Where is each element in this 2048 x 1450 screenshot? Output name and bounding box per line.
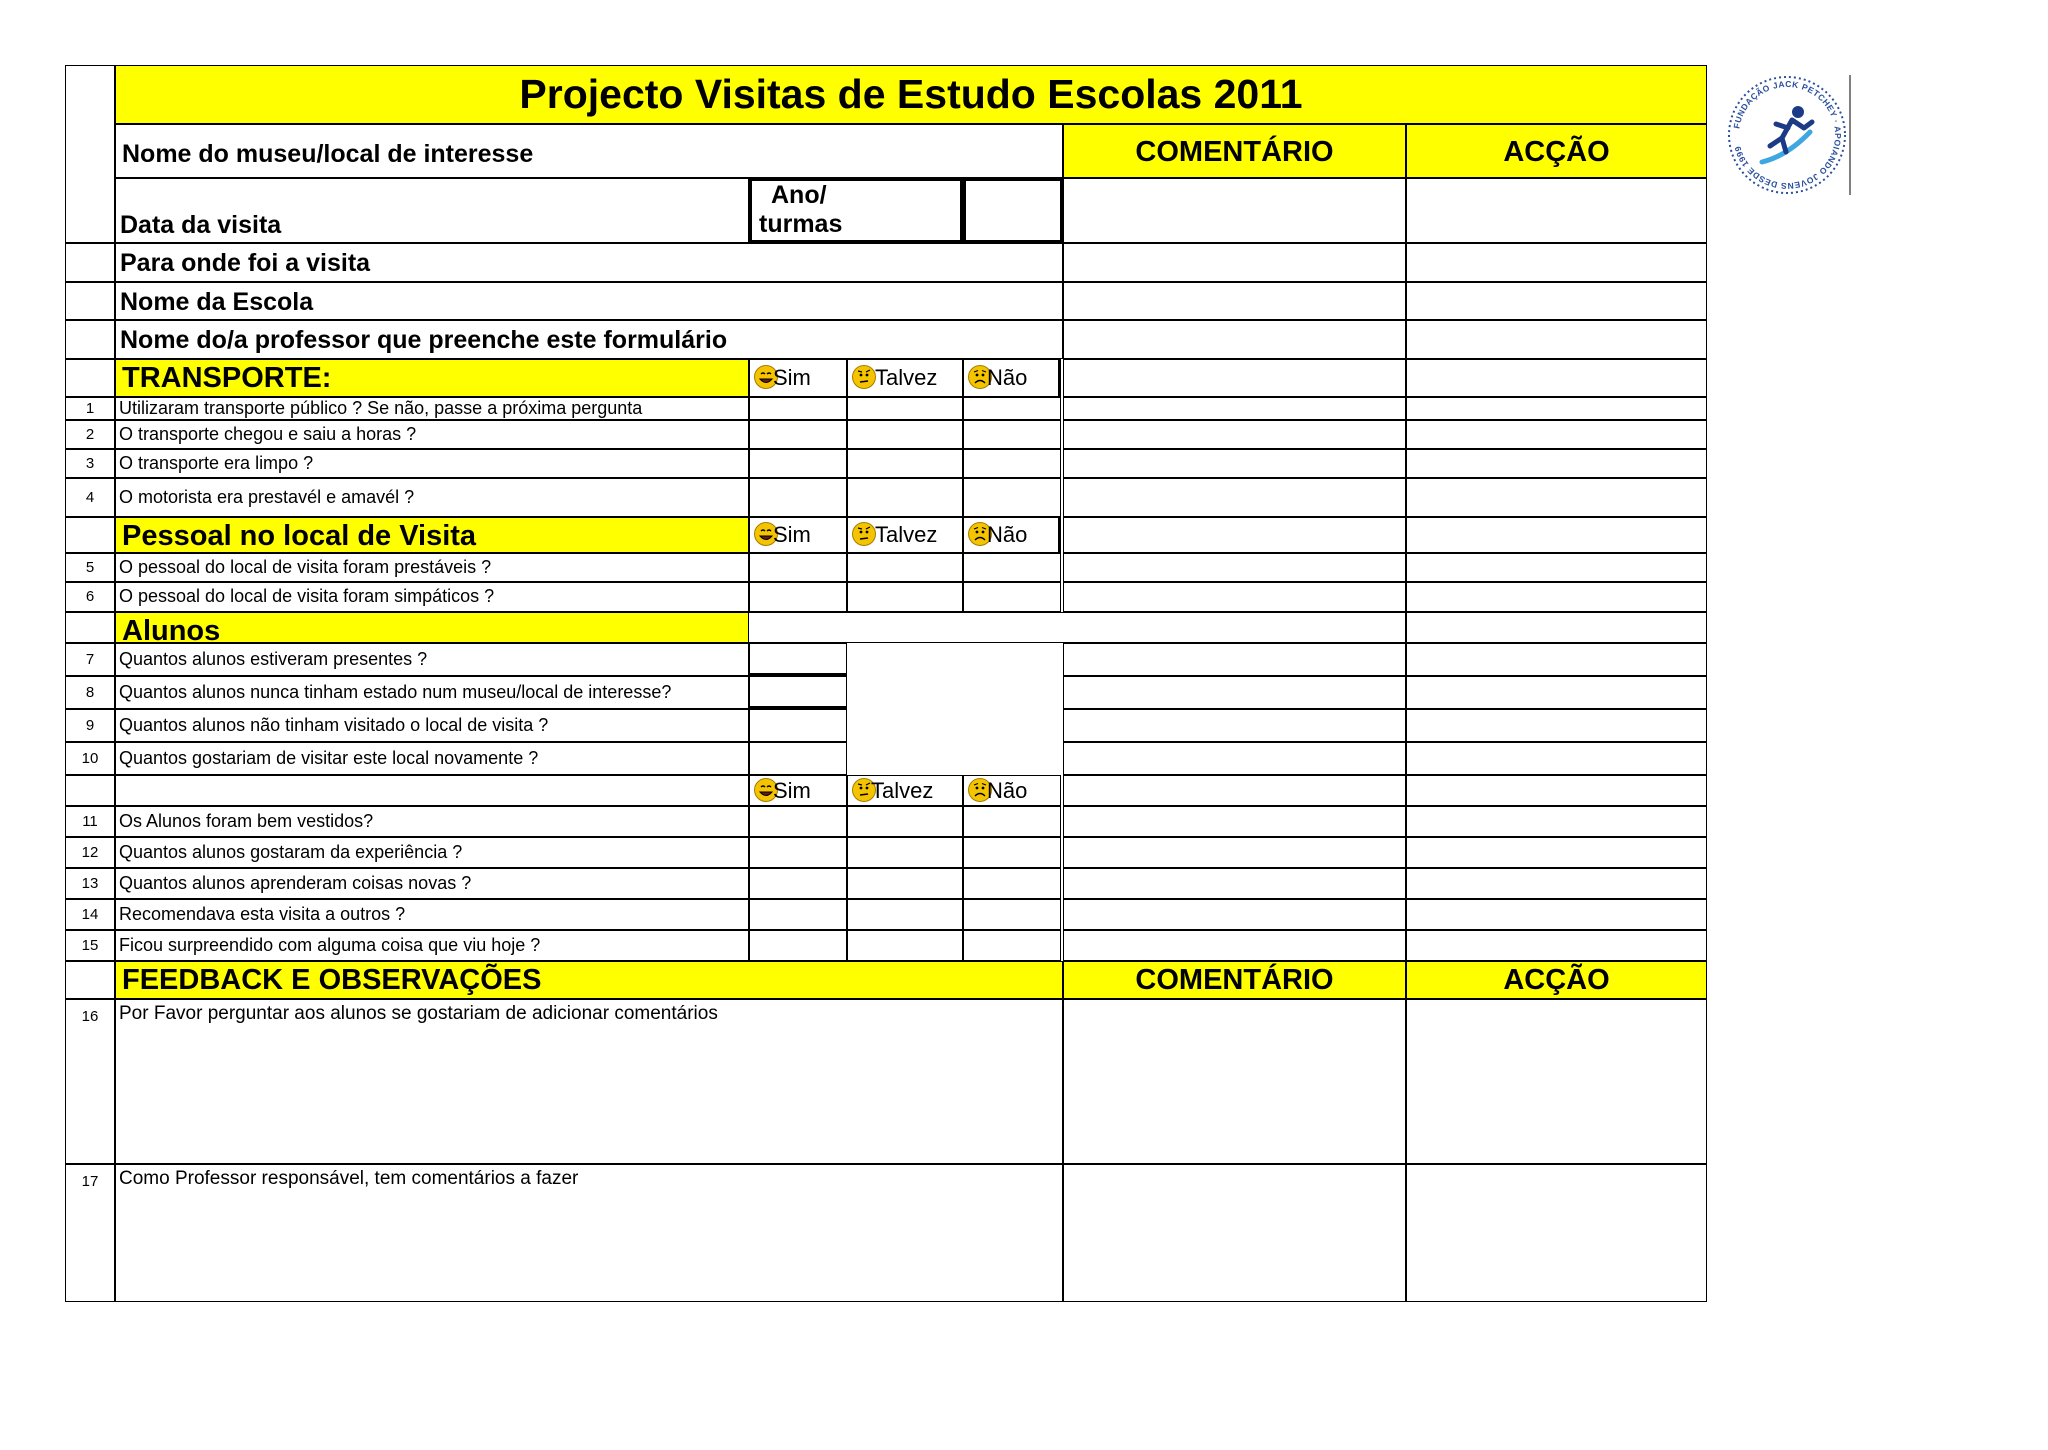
answer-maybe-cell[interactable] bbox=[847, 582, 963, 612]
comment-cell[interactable] bbox=[1063, 243, 1406, 282]
classes-label: turmas bbox=[759, 210, 843, 238]
question-text: O motorista era prestavél e amavél ? bbox=[119, 486, 415, 507]
answer-maybe-cell[interactable] bbox=[847, 837, 963, 868]
question-number: 6 bbox=[85, 588, 95, 605]
count-input[interactable] bbox=[749, 709, 847, 742]
action-cell[interactable] bbox=[1406, 899, 1707, 930]
question-number: 9 bbox=[85, 716, 95, 734]
smiley-thinking-icon bbox=[851, 364, 877, 390]
choice-yes-label: Sim bbox=[773, 522, 811, 547]
school-name-label: Nome da Escola bbox=[120, 288, 314, 316]
action-cell[interactable] bbox=[1406, 837, 1707, 868]
question-text: O transporte era limpo ? bbox=[119, 452, 314, 473]
comment-cell[interactable] bbox=[1063, 449, 1406, 478]
answer-yes-cell[interactable] bbox=[749, 449, 847, 478]
action-cell[interactable] bbox=[1406, 999, 1707, 1164]
comment-cell[interactable] bbox=[1063, 643, 1406, 676]
question-text: Quantos alunos nunca tinham estado num museu/local de interesse? bbox=[119, 681, 672, 702]
answer-yes-cell[interactable] bbox=[749, 837, 847, 868]
action-cell[interactable] bbox=[1406, 775, 1707, 806]
answer-maybe-cell[interactable] bbox=[847, 449, 963, 478]
section-title-staff: Pessoal no local de Visita bbox=[122, 520, 477, 552]
action-cell[interactable] bbox=[1406, 397, 1707, 420]
section-title-students: Alunos bbox=[122, 615, 221, 647]
question-number: 16 bbox=[81, 1008, 99, 1025]
choice-no-label: Não bbox=[987, 365, 1028, 390]
action-cell[interactable] bbox=[1406, 320, 1707, 359]
comment-cell[interactable] bbox=[1063, 899, 1406, 930]
feedback-prompt: Como Professor responsável, tem comentários a fazer bbox=[119, 1168, 579, 1189]
row-number-cell bbox=[65, 775, 115, 806]
comment-cell[interactable] bbox=[1063, 999, 1406, 1164]
row-number-cell bbox=[65, 65, 115, 243]
question-text: Quantos alunos aprenderam coisas novas ? bbox=[119, 872, 472, 893]
smiley-thinking-icon bbox=[851, 521, 877, 547]
choice-maybe-label: Talvez bbox=[875, 365, 938, 390]
question-text: O pessoal do local de visita foram simpáticos ? bbox=[119, 586, 495, 606]
comment-cell[interactable] bbox=[1063, 178, 1406, 243]
choice-maybe-label: Talvez bbox=[871, 777, 934, 803]
section-title-feedback: FEEDBACK E OBSERVAÇÕES bbox=[122, 964, 542, 996]
choice-yes-label: Sim bbox=[773, 365, 811, 390]
question-number: 5 bbox=[85, 558, 95, 576]
question-text: Quantos alunos não tinham visitado o local de visita ? bbox=[119, 714, 549, 735]
question-number: 8 bbox=[85, 683, 95, 701]
answer-maybe-cell[interactable] bbox=[847, 397, 963, 420]
jack-petchey-logo bbox=[1722, 70, 1852, 200]
students-header-blank bbox=[749, 612, 1406, 643]
answer-maybe-cell[interactable] bbox=[847, 899, 963, 930]
answer-no-cell[interactable] bbox=[963, 930, 1061, 961]
action-cell[interactable] bbox=[1406, 553, 1707, 582]
question-text: Quantos alunos estiveram presentes ? bbox=[119, 648, 428, 669]
row-number-cell bbox=[65, 612, 115, 643]
answer-yes-cell[interactable] bbox=[749, 478, 847, 517]
year-class-value[interactable] bbox=[963, 178, 1063, 243]
question-text: Ficou surpreendido com alguma coisa que viu hoje ? bbox=[119, 934, 541, 955]
visit-date-label: Data da visita bbox=[120, 211, 282, 239]
museum-name-label: Nome do museu/local de interesse bbox=[122, 140, 534, 168]
comment-cell[interactable] bbox=[1063, 676, 1406, 709]
comment-cell[interactable] bbox=[1063, 742, 1406, 775]
row-number-cell bbox=[65, 961, 115, 999]
question-text: Os Alunos foram bem vestidos? bbox=[119, 810, 374, 831]
comment-header-label: COMENTÁRIO bbox=[1135, 964, 1334, 996]
comment-cell[interactable] bbox=[1063, 478, 1406, 517]
comment-cell[interactable] bbox=[1063, 775, 1406, 806]
answer-yes-cell[interactable] bbox=[749, 930, 847, 961]
comment-cell[interactable] bbox=[1063, 1164, 1406, 1302]
answer-no-cell[interactable] bbox=[963, 420, 1061, 449]
comment-cell[interactable] bbox=[1063, 359, 1406, 397]
answer-maybe-cell[interactable] bbox=[847, 420, 963, 449]
question-number: 3 bbox=[85, 454, 95, 472]
teacher-name-label: Nome do/a professor que preenche este formulário bbox=[120, 326, 728, 354]
comment-cell[interactable] bbox=[1063, 517, 1406, 553]
row-number-cell bbox=[65, 517, 115, 553]
action-cell[interactable] bbox=[1406, 930, 1707, 961]
question-number: 1 bbox=[85, 399, 95, 417]
answer-yes-cell[interactable] bbox=[749, 806, 847, 837]
action-header-label: ACÇÃO bbox=[1503, 136, 1610, 168]
choice-maybe-label: Talvez bbox=[875, 522, 938, 547]
answer-yes-cell[interactable] bbox=[749, 899, 847, 930]
answer-yes-cell[interactable] bbox=[749, 397, 847, 420]
comment-cell[interactable] bbox=[1063, 282, 1406, 320]
answer-no-cell[interactable] bbox=[963, 806, 1061, 837]
comment-cell[interactable] bbox=[1063, 930, 1406, 961]
page-title: Projecto Visitas de Estudo Escolas 2011 bbox=[519, 71, 1303, 117]
answer-maybe-cell[interactable] bbox=[847, 553, 963, 582]
row-number-cell bbox=[65, 359, 115, 397]
count-input[interactable] bbox=[749, 676, 847, 709]
answer-maybe-cell[interactable] bbox=[847, 868, 963, 899]
question-number: 17 bbox=[81, 1173, 99, 1190]
year-label: Ano/ bbox=[771, 181, 827, 209]
comment-cell[interactable] bbox=[1063, 320, 1406, 359]
action-cell[interactable] bbox=[1406, 612, 1707, 643]
answer-maybe-cell[interactable] bbox=[847, 806, 963, 837]
choice-yes-label: Sim bbox=[773, 777, 811, 803]
question-text: Utilizaram transporte público ? Se não, passe a próxima pergunta bbox=[119, 397, 643, 418]
blank-question-cell bbox=[115, 775, 749, 806]
question-number: 4 bbox=[85, 488, 95, 506]
question-number: 15 bbox=[81, 936, 99, 954]
question-number: 11 bbox=[82, 812, 98, 830]
action-cell[interactable] bbox=[1406, 517, 1707, 553]
question-number: 7 bbox=[85, 650, 95, 668]
action-cell[interactable] bbox=[1406, 1164, 1707, 1302]
answer-no-cell[interactable] bbox=[963, 449, 1061, 478]
choice-no-label: Não bbox=[987, 522, 1028, 547]
comment-header-label: COMENTÁRIO bbox=[1135, 136, 1334, 168]
action-cell[interactable] bbox=[1406, 359, 1707, 397]
question-text: O transporte chegou e saiu a horas ? bbox=[119, 423, 417, 444]
comment-cell[interactable] bbox=[1063, 420, 1406, 449]
action-cell[interactable] bbox=[1406, 243, 1707, 282]
count-input[interactable] bbox=[749, 643, 847, 676]
question-number: 14 bbox=[81, 905, 99, 923]
question-text: Quantos gostariam de visitar este local novamente ? bbox=[119, 747, 539, 768]
question-number: 13 bbox=[81, 874, 99, 892]
answer-no-cell[interactable] bbox=[963, 553, 1061, 582]
action-cell[interactable] bbox=[1406, 582, 1707, 612]
action-cell[interactable] bbox=[1406, 806, 1707, 837]
answer-no-cell[interactable] bbox=[963, 582, 1061, 612]
question-text: Quantos alunos gostaram da experiência ? bbox=[119, 841, 463, 862]
question-text: O pessoal do local de visita foram prestáveis ? bbox=[119, 556, 492, 577]
action-cell[interactable] bbox=[1406, 676, 1707, 709]
action-header-label: ACÇÃO bbox=[1503, 964, 1610, 996]
question-number: 2 bbox=[85, 425, 95, 443]
comment-cell[interactable] bbox=[1063, 806, 1406, 837]
choice-no-label: Não bbox=[987, 777, 1028, 803]
row-number-cell bbox=[65, 320, 115, 359]
answer-yes-cell[interactable] bbox=[749, 582, 847, 612]
action-cell[interactable] bbox=[1406, 282, 1707, 320]
comment-cell[interactable] bbox=[1063, 397, 1406, 420]
answer-yes-cell[interactable] bbox=[749, 420, 847, 449]
answer-no-cell[interactable] bbox=[963, 899, 1061, 930]
answer-yes-cell[interactable] bbox=[749, 868, 847, 899]
comment-cell[interactable] bbox=[1063, 837, 1406, 868]
answer-no-cell[interactable] bbox=[963, 837, 1061, 868]
action-cell[interactable] bbox=[1406, 709, 1707, 742]
action-cell[interactable] bbox=[1406, 449, 1707, 478]
visit-destination-label: Para onde foi a visita bbox=[120, 249, 371, 277]
question-number: 10 bbox=[81, 749, 99, 767]
comment-cell[interactable] bbox=[1063, 582, 1406, 612]
row-number-cell bbox=[65, 282, 115, 320]
action-cell[interactable] bbox=[1406, 643, 1707, 676]
action-cell[interactable] bbox=[1406, 178, 1707, 243]
answer-no-cell[interactable] bbox=[963, 478, 1061, 517]
answer-no-cell[interactable] bbox=[963, 868, 1061, 899]
feedback-prompt: Por Favor perguntar aos alunos se gostariam de adicionar comentários bbox=[119, 1003, 718, 1024]
action-cell[interactable] bbox=[1406, 478, 1707, 517]
answer-maybe-cell[interactable] bbox=[847, 930, 963, 961]
comment-cell[interactable] bbox=[1063, 868, 1406, 899]
question-text: Recomendava esta visita a outros ? bbox=[119, 903, 406, 924]
question-number: 12 bbox=[81, 843, 99, 861]
answer-yes-cell[interactable] bbox=[749, 553, 847, 582]
answer-no-cell[interactable] bbox=[963, 397, 1061, 420]
action-cell[interactable] bbox=[1406, 868, 1707, 899]
action-cell[interactable] bbox=[1406, 420, 1707, 449]
comment-cell[interactable] bbox=[1063, 709, 1406, 742]
svg-text:FUNDAÇÃO JACK PETCHEY · APOIAN: FUNDAÇÃO JACK PETCHEY · APOIANDO JOVENS DESDE 1999 bbox=[1731, 78, 1844, 192]
count-input[interactable] bbox=[749, 742, 847, 775]
answer-maybe-cell[interactable] bbox=[847, 478, 963, 517]
action-cell[interactable] bbox=[1406, 742, 1707, 775]
comment-cell[interactable] bbox=[1063, 553, 1406, 582]
section-title-transport: TRANSPORTE: bbox=[122, 362, 332, 394]
row-number-cell bbox=[65, 243, 115, 282]
